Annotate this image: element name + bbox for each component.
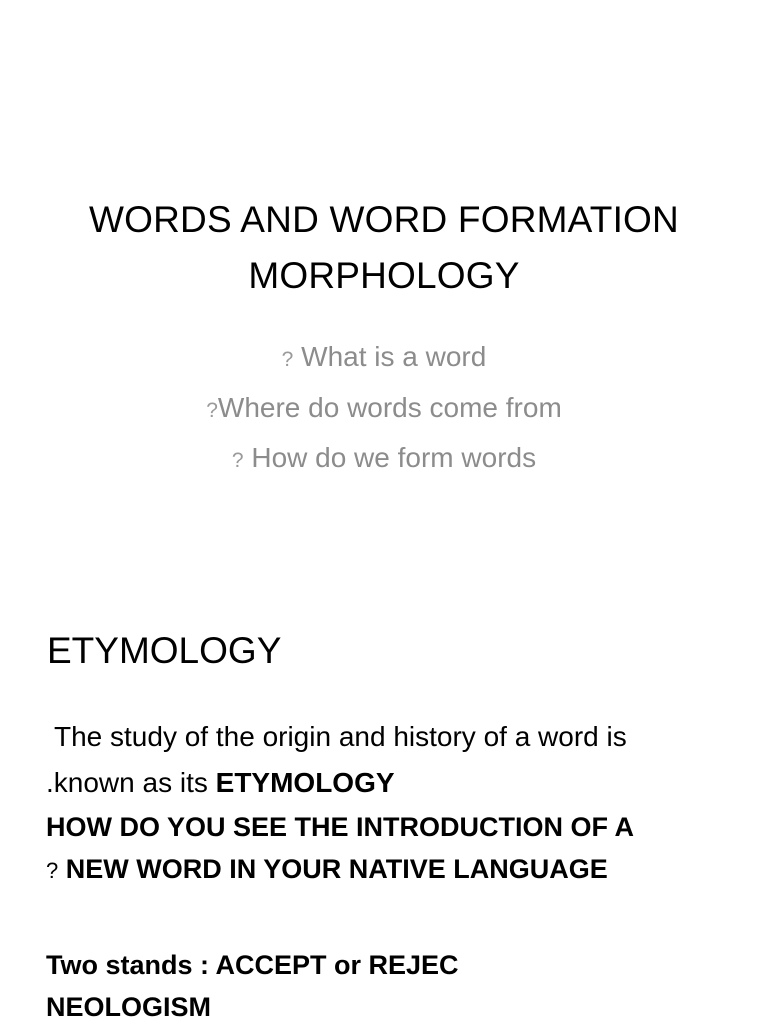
slide-heading: ETYMOLOGY <box>47 630 282 671</box>
question-item <box>0 384 768 435</box>
slide-body <box>46 714 746 1028</box>
question-text: How do we form words <box>243 442 537 473</box>
body-line-3: HOW DO YOU SEE THE INTRODUCTION OF A <box>46 812 635 842</box>
slide-etymology <box>0 576 768 1024</box>
question-mark: ? <box>281 348 294 371</box>
body-line-5: Two stands : ACCEPT or REJEC <box>46 950 459 980</box>
title-line-1: WORDS AND WORD FORMATION <box>89 199 679 240</box>
question-mark: ? <box>46 858 59 883</box>
body-line-2-prefix: .known as its <box>46 767 216 798</box>
body-line-4-text: NEW WORD IN YOUR NATIVE LANGUAGE <box>58 854 608 884</box>
question-list <box>0 333 768 485</box>
question-item <box>0 434 768 485</box>
body-line-2-emphasis: ETYMOLOGY <box>215 767 395 798</box>
body-line-6: NEOLOGISM <box>46 992 212 1022</box>
question-item <box>0 333 768 384</box>
body-line-1: The study of the origin and history of a word is <box>54 721 627 752</box>
body-line-4 <box>46 848 746 892</box>
slide-title-heading <box>0 192 768 304</box>
question-mark: ? <box>206 398 218 422</box>
question-text: What is a word <box>293 341 487 372</box>
question-text: Where do words come from <box>217 391 562 423</box>
title-line-2: MORPHOLOGY <box>248 255 520 296</box>
question-mark: ? <box>231 449 244 472</box>
body-line-2 <box>46 760 746 806</box>
